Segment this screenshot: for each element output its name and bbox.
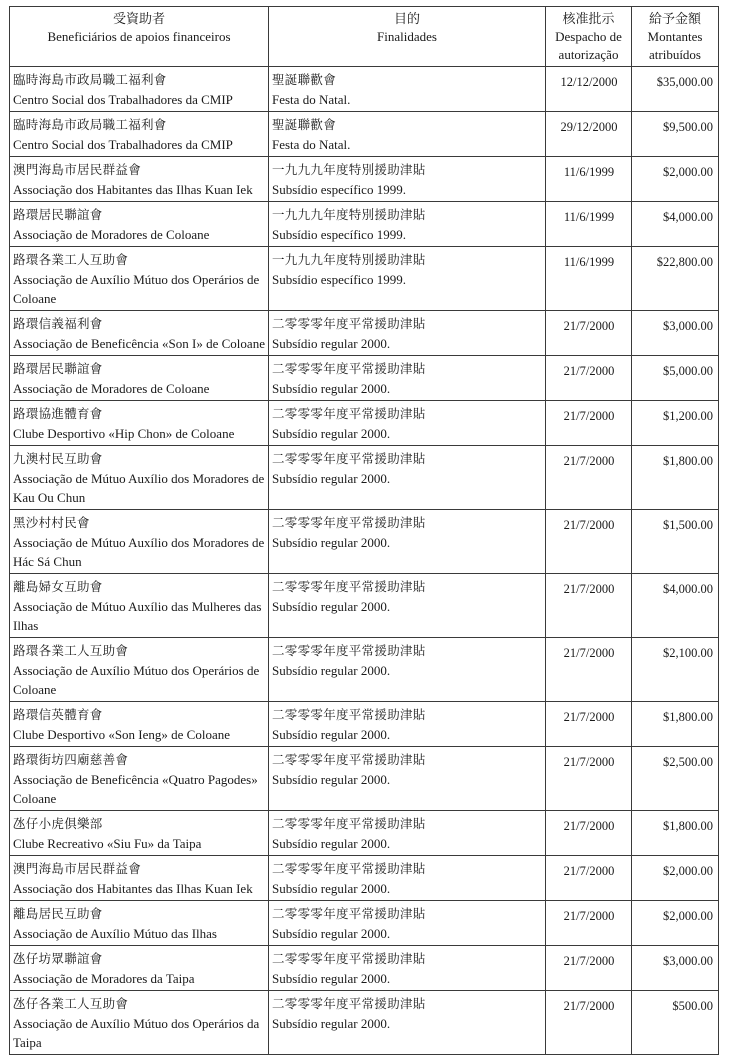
purpose-pt: Subsídio regular 2000.	[272, 471, 391, 486]
authorization-date: 11/6/1999	[563, 165, 615, 179]
authorization-date: 21/7/2000	[563, 819, 615, 833]
beneficiary-pt: Clube Desportivo «Son Ieng» de Coloane	[13, 727, 230, 742]
table-row	[10, 311, 719, 356]
purpose-cell	[269, 157, 546, 202]
header-purpose-pt: Finalidades	[377, 29, 437, 44]
beneficiary-pt: Associação de Moradores da Taipa	[13, 971, 195, 986]
beneficiary-pt: Associação de Auxílio Mútuo dos Operários de Coloane	[13, 663, 260, 697]
purpose-cell	[269, 356, 546, 401]
purpose-pt: Subsídio regular 2000.	[272, 426, 391, 441]
amount-cell	[632, 510, 719, 574]
amount-value: $1,500.00	[663, 518, 713, 532]
authorization-date: 12/12/2000	[560, 75, 618, 89]
date-cell	[546, 112, 632, 157]
table-row	[10, 356, 719, 401]
authorization-date: 21/7/2000	[563, 409, 615, 423]
date-cell	[546, 702, 632, 747]
purpose-pt: Subsídio regular 2000.	[272, 836, 391, 851]
beneficiary-pt: Associação de Mútuo Auxílio das Mulheres das Ilhas	[13, 599, 262, 633]
beneficiary-cell	[10, 510, 269, 574]
amount-cell	[632, 112, 719, 157]
purpose-zh: 二零零零年度平常援助津貼	[272, 317, 426, 331]
purpose-pt: Subsídio específico 1999.	[272, 272, 406, 287]
beneficiary-zh: 氹仔坊眾聯誼會	[13, 952, 103, 966]
authorization-date: 21/7/2000	[563, 999, 615, 1013]
purpose-zh: 一九九九年度特別援助津貼	[272, 253, 426, 267]
amount-cell	[632, 747, 719, 811]
beneficiary-zh: 路環協進體育會	[13, 407, 103, 421]
beneficiary-cell	[10, 311, 269, 356]
purpose-pt: Subsídio regular 2000.	[272, 772, 391, 787]
purpose-pt: Festa do Natal.	[272, 137, 351, 152]
purpose-zh: 二零零零年度平常援助津貼	[272, 708, 426, 722]
purpose-zh: 聖誕聯歡會	[272, 73, 337, 87]
table-row	[10, 157, 719, 202]
purpose-zh: 二零零零年度平常援助津貼	[272, 516, 426, 530]
beneficiary-pt: Centro Social dos Trabalhadores da CMIP	[13, 92, 233, 107]
purpose-cell	[269, 311, 546, 356]
purpose-zh: 二零零零年度平常援助津貼	[272, 362, 426, 376]
beneficiary-pt: Associação de Mútuo Auxílio dos Moradores de Hác Sá Chun	[13, 535, 265, 569]
beneficiary-pt: Associação de Moradores de Coloane	[13, 227, 210, 242]
authorization-date: 21/7/2000	[563, 454, 615, 468]
beneficiary-pt: Associação dos Habitantes das Ilhas Kuan Iek	[13, 182, 253, 197]
table-row	[10, 67, 719, 112]
beneficiary-cell	[10, 112, 269, 157]
beneficiary-pt: Clube Desportivo «Hip Chon» de Coloane	[13, 426, 235, 441]
table-header-row	[10, 7, 719, 67]
authorization-date: 21/7/2000	[563, 755, 615, 769]
table-row	[10, 901, 719, 946]
beneficiary-cell	[10, 747, 269, 811]
date-cell	[546, 747, 632, 811]
beneficiary-zh: 路環居民聯誼會	[13, 362, 103, 376]
date-cell	[546, 311, 632, 356]
purpose-zh: 聖誕聯歡會	[272, 118, 337, 132]
beneficiary-zh: 臨時海島市政局職工福利會	[13, 73, 167, 87]
table-row	[10, 401, 719, 446]
table-row	[10, 510, 719, 574]
purpose-cell	[269, 401, 546, 446]
beneficiary-zh: 黑沙村村民會	[13, 516, 90, 530]
beneficiary-zh: 澳門海島市居民群益會	[13, 862, 142, 876]
purpose-pt: Subsídio regular 2000.	[272, 599, 391, 614]
amount-cell	[632, 946, 719, 991]
purpose-cell	[269, 946, 546, 991]
purpose-zh: 二零零零年度平常援助津貼	[272, 952, 426, 966]
header-beneficiary-zh: 受資助者	[112, 11, 165, 26]
date-cell	[546, 202, 632, 247]
authorization-date: 21/7/2000	[563, 646, 615, 660]
amount-value: $9,500.00	[663, 120, 713, 134]
authorization-date: 21/7/2000	[563, 954, 615, 968]
amount-value: $35,000.00	[656, 75, 713, 89]
purpose-zh: 二零零零年度平常援助津貼	[272, 452, 426, 466]
header-date-zh: 核准批示	[562, 11, 615, 26]
authorization-date: 21/7/2000	[563, 319, 615, 333]
table-row	[10, 856, 719, 901]
beneficiary-zh: 路環各業工人互助會	[13, 253, 129, 267]
beneficiary-zh: 臨時海島市政局職工福利會	[13, 118, 167, 132]
date-cell	[546, 157, 632, 202]
purpose-cell	[269, 574, 546, 638]
beneficiary-cell	[10, 901, 269, 946]
table-row	[10, 747, 719, 811]
beneficiary-pt: Associação de Moradores de Coloane	[13, 381, 210, 396]
amount-value: $1,800.00	[663, 710, 713, 724]
beneficiary-cell	[10, 574, 269, 638]
beneficiary-cell	[10, 356, 269, 401]
date-cell	[546, 946, 632, 991]
table-row	[10, 247, 719, 311]
beneficiary-cell	[10, 401, 269, 446]
amount-cell	[632, 446, 719, 510]
beneficiary-pt: Centro Social dos Trabalhadores da CMIP	[13, 137, 233, 152]
date-cell	[546, 247, 632, 311]
purpose-cell	[269, 247, 546, 311]
amount-cell	[632, 247, 719, 311]
beneficiary-zh: 路環各業工人互助會	[13, 644, 129, 658]
purpose-zh: 一九九九年度特別援助津貼	[272, 208, 426, 222]
beneficiary-zh: 氹仔各業工人互助會	[13, 997, 129, 1011]
authorization-date: 29/12/2000	[560, 120, 618, 134]
purpose-pt: Subsídio específico 1999.	[272, 227, 406, 242]
beneficiary-zh: 路環居民聯誼會	[13, 208, 103, 222]
beneficiary-cell	[10, 638, 269, 702]
date-cell	[546, 991, 632, 1055]
table-row	[10, 811, 719, 856]
authorization-date: 21/7/2000	[563, 364, 615, 378]
table-row	[10, 991, 719, 1055]
date-cell	[546, 510, 632, 574]
amount-value: $2,000.00	[663, 909, 713, 923]
beneficiary-cell	[10, 991, 269, 1055]
purpose-pt: Subsídio regular 2000.	[272, 381, 391, 396]
amount-value: $4,000.00	[663, 582, 713, 596]
table-row	[10, 446, 719, 510]
beneficiary-pt: Associação de Auxílio Mútuo dos Operários de Coloane	[13, 272, 260, 306]
authorization-date: 21/7/2000	[563, 582, 615, 596]
header-amount-pt: Montantes atribuídos	[647, 29, 703, 62]
header-purpose-zh: 目的	[393, 11, 420, 26]
beneficiary-zh: 九澳村民互助會	[13, 452, 103, 466]
purpose-pt: Festa do Natal.	[272, 92, 351, 107]
amount-value: $1,200.00	[663, 409, 713, 423]
purpose-cell	[269, 991, 546, 1055]
purpose-cell	[269, 112, 546, 157]
amount-cell	[632, 856, 719, 901]
table-body	[10, 67, 719, 1055]
header-date	[546, 7, 632, 67]
beneficiary-cell	[10, 247, 269, 311]
beneficiary-cell	[10, 202, 269, 247]
header-beneficiary-pt: Beneficiários de apoios financeiros	[47, 29, 231, 44]
purpose-pt: Subsídio regular 2000.	[272, 971, 391, 986]
beneficiary-zh: 路環信英體育會	[13, 708, 103, 722]
amount-cell	[632, 574, 719, 638]
beneficiary-cell	[10, 856, 269, 901]
beneficiary-zh: 澳門海島市居民群益會	[13, 163, 142, 177]
amount-value: $3,000.00	[663, 954, 713, 968]
date-cell	[546, 446, 632, 510]
amount-cell	[632, 811, 719, 856]
purpose-pt: Subsídio regular 2000.	[272, 727, 391, 742]
beneficiary-pt: Clube Recreativo «Siu Fu» da Taipa	[13, 836, 202, 851]
amount-value: $5,000.00	[663, 364, 713, 378]
subsidy-table	[9, 6, 719, 1055]
amount-value: $2,100.00	[663, 646, 713, 660]
purpose-pt: Subsídio regular 2000.	[272, 663, 391, 678]
date-cell	[546, 356, 632, 401]
amount-value: $2,000.00	[663, 864, 713, 878]
beneficiary-pt: Associação de Mútuo Auxílio dos Moradores de Kau Ou Chun	[13, 471, 265, 505]
purpose-zh: 二零零零年度平常援助津貼	[272, 407, 426, 421]
header-amount-zh: 給予金額	[648, 11, 701, 26]
amount-value: $500.00	[672, 999, 713, 1013]
purpose-cell	[269, 638, 546, 702]
amount-cell	[632, 401, 719, 446]
authorization-date: 21/7/2000	[563, 710, 615, 724]
amount-cell	[632, 702, 719, 747]
beneficiary-pt: Associação de Auxílio Mútuo das Ilhas	[13, 926, 217, 941]
header-date-pt: Despacho de autorização	[555, 29, 622, 62]
date-cell	[546, 67, 632, 112]
beneficiary-cell	[10, 446, 269, 510]
purpose-zh: 二零零零年度平常援助津貼	[272, 580, 426, 594]
authorization-date: 21/7/2000	[563, 864, 615, 878]
amount-value: $2,000.00	[663, 165, 713, 179]
purpose-pt: Subsídio regular 2000.	[272, 336, 391, 351]
table-row	[10, 202, 719, 247]
amount-cell	[632, 638, 719, 702]
amount-value: $2,500.00	[663, 755, 713, 769]
amount-cell	[632, 901, 719, 946]
purpose-zh: 二零零零年度平常援助津貼	[272, 997, 426, 1011]
beneficiary-cell	[10, 811, 269, 856]
purpose-zh: 二零零零年度平常援助津貼	[272, 644, 426, 658]
purpose-pt: Subsídio regular 2000.	[272, 926, 391, 941]
purpose-cell	[269, 702, 546, 747]
purpose-cell	[269, 202, 546, 247]
date-cell	[546, 638, 632, 702]
table-row	[10, 946, 719, 991]
purpose-cell	[269, 811, 546, 856]
authorization-date: 21/7/2000	[563, 909, 615, 923]
authorization-date: 11/6/1999	[563, 255, 615, 269]
purpose-cell	[269, 510, 546, 574]
purpose-zh: 二零零零年度平常援助津貼	[272, 862, 426, 876]
beneficiary-cell	[10, 946, 269, 991]
table-row	[10, 638, 719, 702]
beneficiary-pt: Associação dos Habitantes das Ilhas Kuan Iek	[13, 881, 253, 896]
amount-value: $3,000.00	[663, 319, 713, 333]
date-cell	[546, 574, 632, 638]
amount-cell	[632, 311, 719, 356]
authorization-date: 11/6/1999	[563, 210, 615, 224]
purpose-cell	[269, 856, 546, 901]
purpose-zh: 二零零零年度平常援助津貼	[272, 817, 426, 831]
amount-value: $4,000.00	[663, 210, 713, 224]
date-cell	[546, 856, 632, 901]
purpose-pt: Subsídio regular 2000.	[272, 535, 391, 550]
beneficiary-pt: Associação de Auxílio Mútuo dos Operários da Taipa	[13, 1016, 260, 1050]
amount-value: $1,800.00	[663, 819, 713, 833]
date-cell	[546, 401, 632, 446]
amount-cell	[632, 157, 719, 202]
purpose-pt: Subsídio regular 2000.	[272, 881, 391, 896]
beneficiary-pt: Associação de Beneficência «Quatro Pagodes» Coloane	[13, 772, 258, 806]
purpose-pt: Subsídio regular 2000.	[272, 1016, 391, 1031]
beneficiary-cell	[10, 702, 269, 747]
amount-cell	[632, 67, 719, 112]
beneficiary-cell	[10, 157, 269, 202]
purpose-cell	[269, 747, 546, 811]
document-page	[9, 6, 718, 1055]
beneficiary-zh: 氹仔小虎俱樂部	[13, 817, 103, 831]
amount-value: $22,800.00	[656, 255, 713, 269]
beneficiary-zh: 離島婦女互助會	[13, 580, 103, 594]
header-purpose	[269, 7, 546, 67]
header-amount	[632, 7, 719, 67]
amount-value: $1,800.00	[663, 454, 713, 468]
beneficiary-zh: 路環街坊四廟慈善會	[13, 753, 129, 767]
purpose-zh: 二零零零年度平常援助津貼	[272, 907, 426, 921]
beneficiary-cell	[10, 67, 269, 112]
purpose-zh: 一九九九年度特別援助津貼	[272, 163, 426, 177]
date-cell	[546, 811, 632, 856]
amount-cell	[632, 202, 719, 247]
beneficiary-zh: 離島居民互助會	[13, 907, 103, 921]
table-row	[10, 112, 719, 157]
beneficiary-pt: Associação de Beneficência «Son I» de Coloane	[13, 336, 265, 351]
authorization-date: 21/7/2000	[563, 518, 615, 532]
table-row	[10, 574, 719, 638]
purpose-cell	[269, 446, 546, 510]
purpose-cell	[269, 901, 546, 946]
beneficiary-zh: 路環信義福利會	[13, 317, 103, 331]
amount-cell	[632, 356, 719, 401]
header-beneficiary	[10, 7, 269, 67]
date-cell	[546, 901, 632, 946]
table-row	[10, 702, 719, 747]
purpose-zh: 二零零零年度平常援助津貼	[272, 753, 426, 767]
purpose-cell	[269, 67, 546, 112]
purpose-pt: Subsídio específico 1999.	[272, 182, 406, 197]
amount-cell	[632, 991, 719, 1055]
